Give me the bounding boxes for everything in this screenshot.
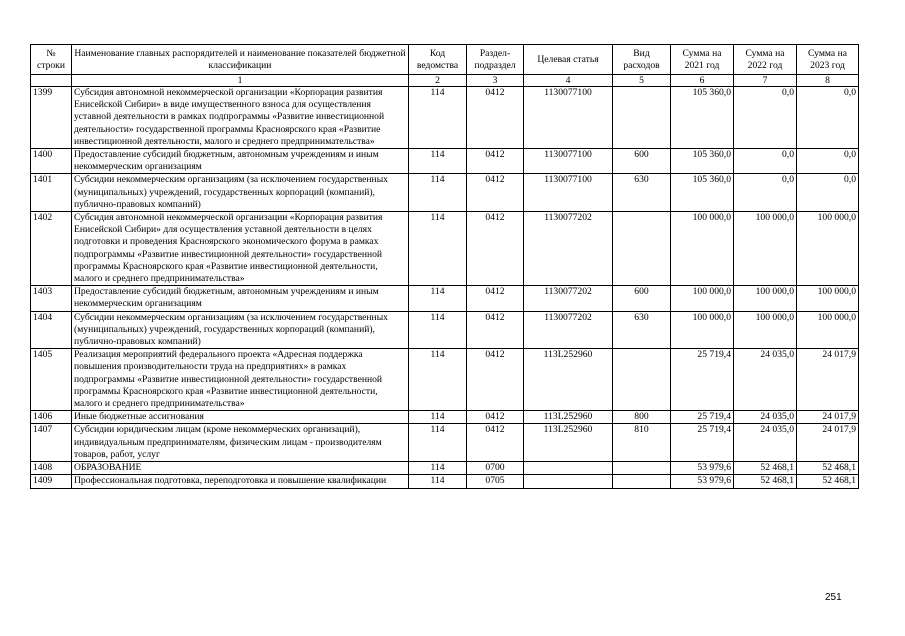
row-sum-2022: 24 035,0	[734, 424, 797, 462]
row-sum-2023: 0,0	[797, 149, 859, 174]
header-row	[31, 45, 859, 75]
row-target-article: 113L252960	[524, 411, 613, 424]
row-sum-2023: 52 468,1	[797, 462, 859, 475]
table-row	[31, 475, 859, 488]
row-target-article: 1130077202	[524, 212, 613, 286]
row-sum-2022: 0,0	[734, 149, 797, 174]
row-section: 0412	[467, 349, 524, 411]
row-dept-code: 114	[409, 411, 467, 424]
page-number: 251	[825, 592, 842, 603]
row-sum-2023: 24 017,9	[797, 411, 859, 424]
header-row-number: № строки	[31, 45, 72, 75]
row-sum-2021: 53 979,6	[671, 475, 734, 488]
row-sum-2022: 24 035,0	[734, 349, 797, 411]
row-sum-2022: 0,0	[734, 174, 797, 212]
row-expense-type	[613, 212, 671, 286]
row-target-article: 1130077100	[524, 149, 613, 174]
row-sum-2022: 24 035,0	[734, 411, 797, 424]
row-sum-2023: 0,0	[797, 174, 859, 212]
row-sum-2023: 24 017,9	[797, 349, 859, 411]
row-section: 0412	[467, 87, 524, 149]
row-sum-2021: 105 360,0	[671, 149, 734, 174]
table-row	[31, 462, 859, 475]
row-expense-type	[613, 87, 671, 149]
budget-table	[30, 44, 859, 489]
row-number: 1404	[31, 311, 72, 349]
row-sum-2023: 24 017,9	[797, 424, 859, 462]
row-sum-2021: 100 000,0	[671, 311, 734, 349]
row-target-article	[524, 462, 613, 475]
row-sum-2022: 52 468,1	[734, 462, 797, 475]
header-name: Наименование главных распорядителей и наименование показателей бюджетной классификации	[72, 45, 409, 75]
row-sum-2023: 100 000,0	[797, 311, 859, 349]
row-dept-code: 114	[409, 424, 467, 462]
row-sum-2021: 100 000,0	[671, 212, 734, 286]
row-number: 1399	[31, 87, 72, 149]
row-name: ОБРАЗОВАНИЕ	[72, 462, 409, 475]
row-name: Субсидии некоммерческим организациям (за исключением государственных (муниципальных) учреждений, государственных корпораций (компаний), публично-правовых компаний)	[72, 311, 409, 349]
row-section: 0412	[467, 286, 524, 311]
row-name: Предоставление субсидий бюджетным, автономным учреждениям и иным некоммерческим организациям	[72, 149, 409, 174]
column-number	[31, 75, 72, 87]
row-section: 0412	[467, 149, 524, 174]
header-sum-2022: Сумма на 2022 год	[734, 45, 797, 75]
row-expense-type: 810	[613, 424, 671, 462]
row-section: 0412	[467, 212, 524, 286]
row-number: 1401	[31, 174, 72, 212]
row-number: 1408	[31, 462, 72, 475]
row-number: 1405	[31, 349, 72, 411]
row-name: Реализация мероприятий федерального проекта «Адресная поддержка повышения производительности труда на предприятиях» в рамках подпрограммы «Развитие инвестиционной деятельности» государственной программы Красноярского края «Развитие инвестиционной деятельности, малого и среднего предпринимательства»	[72, 349, 409, 411]
header-target-article: Целевая статья	[524, 45, 613, 75]
row-expense-type: 800	[613, 411, 671, 424]
row-sum-2023: 100 000,0	[797, 212, 859, 286]
row-name: Профессиональная подготовка, переподготовка и повышение квалификации	[72, 475, 409, 488]
header-expense-type: Вид расходов	[613, 45, 671, 75]
row-target-article: 1130077100	[524, 174, 613, 212]
row-expense-type	[613, 462, 671, 475]
row-section: 0705	[467, 475, 524, 488]
row-section: 0412	[467, 411, 524, 424]
row-section: 0412	[467, 311, 524, 349]
row-expense-type	[613, 349, 671, 411]
row-expense-type	[613, 475, 671, 488]
row-sum-2021: 25 719,4	[671, 411, 734, 424]
row-sum-2021: 25 719,4	[671, 424, 734, 462]
row-name: Субсидии некоммерческим организациям (за исключением государственных (муниципальных) учреждений, государственных корпораций (компаний), публично-правовых компаний)	[72, 174, 409, 212]
row-expense-type: 600	[613, 286, 671, 311]
row-sum-2021: 100 000,0	[671, 286, 734, 311]
row-sum-2022: 0,0	[734, 87, 797, 149]
row-dept-code: 114	[409, 475, 467, 488]
table-row	[31, 212, 859, 286]
column-number-row	[31, 75, 859, 87]
row-number: 1409	[31, 475, 72, 488]
row-number: 1402	[31, 212, 72, 286]
header-section: Раздел-подраздел	[467, 45, 524, 75]
table-row	[31, 149, 859, 174]
row-sum-2022: 100 000,0	[734, 286, 797, 311]
column-number: 4	[524, 75, 613, 87]
row-target-article: 1130077100	[524, 87, 613, 149]
row-number: 1406	[31, 411, 72, 424]
row-dept-code: 114	[409, 462, 467, 475]
row-dept-code: 114	[409, 286, 467, 311]
row-dept-code: 114	[409, 311, 467, 349]
row-sum-2022: 100 000,0	[734, 311, 797, 349]
row-number: 1407	[31, 424, 72, 462]
row-name: Субсидия автономной некоммерческой организации «Корпорация развития Енисейской Сибири» в виде имущественного взноса для осуществления уставной деятельности в рамках подпрограммы «Развитие инвестиционной деятельности» государственной программы Красноярского края «Развитие инвестиционной деятельности, малого и среднего предпринимательства»	[72, 87, 409, 149]
column-number: 8	[797, 75, 859, 87]
row-sum-2023: 100 000,0	[797, 286, 859, 311]
row-expense-type: 600	[613, 149, 671, 174]
row-dept-code: 114	[409, 212, 467, 286]
row-name: Иные бюджетные ассигнования	[72, 411, 409, 424]
row-target-article: 113L252960	[524, 349, 613, 411]
column-number: 7	[734, 75, 797, 87]
table-row	[31, 286, 859, 311]
table-row	[31, 87, 859, 149]
row-section: 0412	[467, 424, 524, 462]
column-number: 2	[409, 75, 467, 87]
row-expense-type: 630	[613, 311, 671, 349]
header-sum-2021: Сумма на 2021 год	[671, 45, 734, 75]
column-number: 1	[72, 75, 409, 87]
row-sum-2023: 52 468,1	[797, 475, 859, 488]
table-row	[31, 311, 859, 349]
row-target-article: 1130077202	[524, 311, 613, 349]
row-target-article: 113L252960	[524, 424, 613, 462]
row-name: Предоставление субсидий бюджетным, автономным учреждениям и иным некоммерческим организациям	[72, 286, 409, 311]
row-sum-2022: 52 468,1	[734, 475, 797, 488]
table-row	[31, 174, 859, 212]
table-row	[31, 424, 859, 462]
row-section: 0412	[467, 174, 524, 212]
row-sum-2021: 25 719,4	[671, 349, 734, 411]
column-number: 5	[613, 75, 671, 87]
row-number: 1400	[31, 149, 72, 174]
row-number: 1403	[31, 286, 72, 311]
row-sum-2021: 53 979,6	[671, 462, 734, 475]
row-name: Субсидия автономной некоммерческой организации «Корпорация развития Енисейской Сибири» для осуществления уставной деятельности в целях подготовки и проведения Красноярского экономического форума в рамках подпрограммы «Развитие инвестиционной деятельности» государственной программы Красноярского края «Развитие инвестиционной деятельности, малого и среднего предпринимательства»	[72, 212, 409, 286]
table-row	[31, 411, 859, 424]
header-dept-code: Код ведомства	[409, 45, 467, 75]
row-name: Субсидии юридическим лицам (кроме некоммерческих организаций), индивидуальным предпринимателям, физическим лицам - производителям товаров, работ, услуг	[72, 424, 409, 462]
row-sum-2021: 105 360,0	[671, 87, 734, 149]
row-expense-type: 630	[613, 174, 671, 212]
column-number: 6	[671, 75, 734, 87]
row-dept-code: 114	[409, 87, 467, 149]
table-row	[31, 349, 859, 411]
row-section: 0700	[467, 462, 524, 475]
row-sum-2021: 105 360,0	[671, 174, 734, 212]
column-number: 3	[467, 75, 524, 87]
header-sum-2023: Сумма на 2023 год	[797, 45, 859, 75]
row-sum-2022: 100 000,0	[734, 212, 797, 286]
row-dept-code: 114	[409, 174, 467, 212]
row-dept-code: 114	[409, 149, 467, 174]
row-sum-2023: 0,0	[797, 87, 859, 149]
row-target-article	[524, 475, 613, 488]
row-dept-code: 114	[409, 349, 467, 411]
row-target-article: 1130077202	[524, 286, 613, 311]
